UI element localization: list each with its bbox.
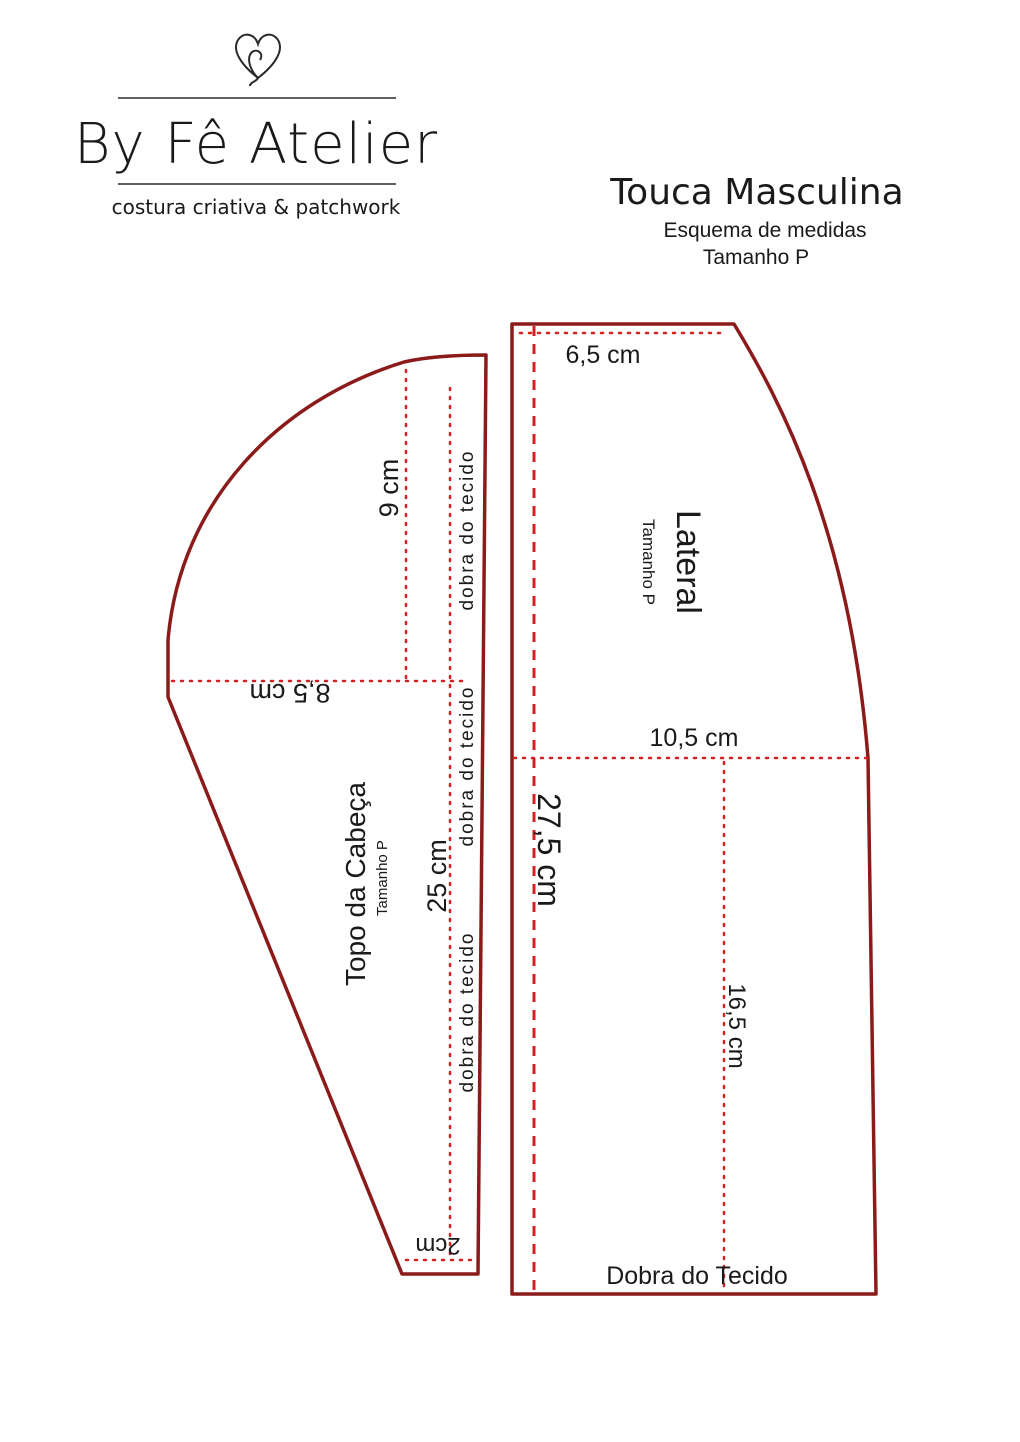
side-fold-label: Dobra do Tecido [606,1262,788,1290]
heart-swirl-icon [236,35,280,86]
side-measure-6-5cm: 6,5 cm [565,341,641,369]
side-piece-size: Tamanho P [639,519,658,605]
side-measure-27-5cm: 27,5 cm [531,793,567,907]
page-title: Touca Masculina [610,172,904,213]
page-size: Tamanho P [702,246,810,269]
side-measure-16-5cm: 16,5 cm [723,983,750,1069]
brand-tagline: costura criativa & patchwork [111,195,401,219]
top-measure-9cm: 9 cm [374,458,404,518]
side-piece-label: Lateral [669,510,707,614]
top-fold-label-1: dobra do tecido [457,449,478,611]
top-measure-8-5cm: 8,5 cm [249,678,331,708]
page-subtitle: Esquema de medidas [663,219,867,242]
top-fold-label-3: dobra do tecido [457,931,478,1093]
top-piece-label: Topo da Cabeça [340,782,371,986]
brand-name: By Fê Atelier [73,112,439,177]
top-piece-size: Tamanho P [374,840,391,916]
top-fold-label-2: dobra do tecido [457,685,478,847]
top-piece-outline [168,355,486,1274]
top-measure-2cm: 2cm [415,1232,461,1259]
top-measure-25cm: 25 cm [422,839,452,913]
pattern-piece-top [168,355,486,1274]
side-measure-10-5cm: 10,5 cm [649,724,739,752]
pattern-piece-side [512,324,876,1294]
